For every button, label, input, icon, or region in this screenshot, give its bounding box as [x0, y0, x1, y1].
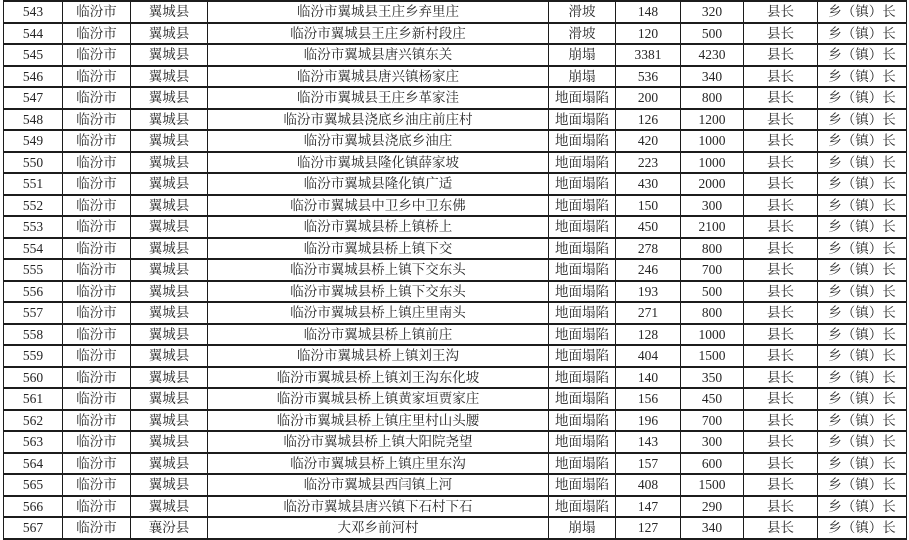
cell-value-2: 2100 [681, 216, 744, 238]
table-row [4, 216, 907, 238]
cell-city: 临汾市 [63, 87, 131, 109]
cell-location: 临汾市翼城县桥上镇下交东头 [208, 259, 549, 281]
cell-value-2: 800 [681, 302, 744, 324]
cell-location: 临汾市翼城县桥上镇刘王沟 [208, 345, 549, 367]
cell-responsible-township-head: 乡（镇）长 [818, 496, 907, 518]
cell-location: 临汾市翼城县桥上镇庄里东沟 [208, 453, 549, 475]
cell-city: 临汾市 [63, 152, 131, 174]
cell-location: 临汾市翼城县隆化镇广适 [208, 173, 549, 195]
cell-location: 临汾市翼城县西闫镇上河 [208, 474, 549, 496]
table-row [4, 345, 907, 367]
cell-row-number: 563 [4, 431, 63, 453]
cell-row-number: 545 [4, 44, 63, 66]
cell-value-1: 223 [616, 152, 681, 174]
table-row [4, 431, 907, 453]
cell-responsible-township-head: 乡（镇）长 [818, 388, 907, 410]
hazard-register-table [3, 0, 907, 540]
cell-responsible-county-head: 县长 [744, 195, 818, 217]
cell-city: 临汾市 [63, 345, 131, 367]
cell-value-1: 147 [616, 496, 681, 518]
cell-hazard-type: 地面塌陷 [549, 431, 616, 453]
table-row [4, 152, 907, 174]
cell-value-2: 1500 [681, 474, 744, 496]
cell-county: 翼城县 [131, 496, 208, 518]
cell-city: 临汾市 [63, 367, 131, 389]
cell-value-1: 3381 [616, 44, 681, 66]
cell-value-2: 2000 [681, 173, 744, 195]
cell-row-number: 560 [4, 367, 63, 389]
cell-row-number: 548 [4, 109, 63, 131]
cell-responsible-county-head: 县长 [744, 1, 818, 23]
cell-row-number: 551 [4, 173, 63, 195]
cell-hazard-type: 滑坡 [549, 23, 616, 45]
cell-row-number: 547 [4, 87, 63, 109]
cell-hazard-type: 地面塌陷 [549, 453, 616, 475]
cell-city: 临汾市 [63, 517, 131, 539]
cell-value-2: 1000 [681, 152, 744, 174]
cell-value-2: 700 [681, 259, 744, 281]
cell-responsible-county-head: 县长 [744, 431, 818, 453]
cell-row-number: 562 [4, 410, 63, 432]
cell-hazard-type: 地面塌陷 [549, 496, 616, 518]
cell-city: 临汾市 [63, 431, 131, 453]
cell-responsible-township-head: 乡（镇）长 [818, 238, 907, 260]
cell-county: 翼城县 [131, 23, 208, 45]
cell-value-2: 340 [681, 517, 744, 539]
cell-value-2: 300 [681, 431, 744, 453]
cell-value-1: 278 [616, 238, 681, 260]
table-row [4, 453, 907, 475]
table-row [4, 66, 907, 88]
cell-city: 临汾市 [63, 453, 131, 475]
cell-value-1: 120 [616, 23, 681, 45]
cell-county: 翼城县 [131, 410, 208, 432]
cell-responsible-township-head: 乡（镇）长 [818, 367, 907, 389]
cell-value-2: 500 [681, 23, 744, 45]
cell-value-1: 157 [616, 453, 681, 475]
cell-hazard-type: 地面塌陷 [549, 259, 616, 281]
cell-hazard-type: 地面塌陷 [549, 345, 616, 367]
cell-county: 翼城县 [131, 1, 208, 23]
cell-row-number: 544 [4, 23, 63, 45]
cell-county: 翼城县 [131, 453, 208, 475]
cell-value-1: 148 [616, 1, 681, 23]
cell-value-2: 320 [681, 1, 744, 23]
cell-value-2: 350 [681, 367, 744, 389]
table-row [4, 474, 907, 496]
cell-responsible-township-head: 乡（镇）长 [818, 324, 907, 346]
cell-location: 临汾市翼城县桥上镇大阳院尧望 [208, 431, 549, 453]
cell-responsible-county-head: 县长 [744, 367, 818, 389]
table-row [4, 259, 907, 281]
cell-responsible-county-head: 县长 [744, 410, 818, 432]
cell-value-2: 800 [681, 87, 744, 109]
cell-county: 翼城县 [131, 216, 208, 238]
cell-value-1: 128 [616, 324, 681, 346]
cell-location: 临汾市翼城县桥上镇黄家垣贾家庄 [208, 388, 549, 410]
cell-county: 翼城县 [131, 431, 208, 453]
cell-responsible-township-head: 乡（镇）长 [818, 453, 907, 475]
cell-value-1: 126 [616, 109, 681, 131]
cell-responsible-county-head: 县长 [744, 453, 818, 475]
cell-responsible-township-head: 乡（镇）长 [818, 195, 907, 217]
cell-responsible-township-head: 乡（镇）长 [818, 345, 907, 367]
cell-location: 临汾市翼城县桥上镇下交东头 [208, 281, 549, 303]
table-row [4, 195, 907, 217]
cell-value-1: 404 [616, 345, 681, 367]
cell-value-2: 1500 [681, 345, 744, 367]
cell-responsible-county-head: 县长 [744, 474, 818, 496]
cell-responsible-county-head: 县长 [744, 302, 818, 324]
cell-responsible-township-head: 乡（镇）长 [818, 216, 907, 238]
cell-city: 临汾市 [63, 259, 131, 281]
table-row [4, 281, 907, 303]
cell-row-number: 558 [4, 324, 63, 346]
cell-value-1: 450 [616, 216, 681, 238]
cell-responsible-township-head: 乡（镇）长 [818, 173, 907, 195]
table-row [4, 1, 907, 23]
cell-row-number: 561 [4, 388, 63, 410]
cell-city: 临汾市 [63, 66, 131, 88]
cell-city: 临汾市 [63, 324, 131, 346]
cell-responsible-township-head: 乡（镇）长 [818, 281, 907, 303]
cell-city: 临汾市 [63, 109, 131, 131]
cell-county: 翼城县 [131, 87, 208, 109]
cell-value-1: 246 [616, 259, 681, 281]
cell-responsible-county-head: 县长 [744, 173, 818, 195]
cell-hazard-type: 地面塌陷 [549, 324, 616, 346]
cell-responsible-county-head: 县长 [744, 345, 818, 367]
cell-city: 临汾市 [63, 173, 131, 195]
cell-responsible-township-head: 乡（镇）长 [818, 431, 907, 453]
cell-county: 襄汾县 [131, 517, 208, 539]
cell-city: 临汾市 [63, 130, 131, 152]
cell-hazard-type: 地面塌陷 [549, 87, 616, 109]
cell-hazard-type: 地面塌陷 [549, 410, 616, 432]
table-row [4, 87, 907, 109]
cell-county: 翼城县 [131, 44, 208, 66]
cell-value-2: 800 [681, 238, 744, 260]
cell-hazard-type: 地面塌陷 [549, 130, 616, 152]
cell-responsible-county-head: 县长 [744, 517, 818, 539]
cell-responsible-county-head: 县长 [744, 87, 818, 109]
cell-responsible-township-head: 乡（镇）长 [818, 517, 907, 539]
cell-city: 临汾市 [63, 44, 131, 66]
cell-row-number: 556 [4, 281, 63, 303]
cell-city: 临汾市 [63, 474, 131, 496]
cell-value-2: 1000 [681, 130, 744, 152]
cell-city: 临汾市 [63, 388, 131, 410]
cell-responsible-county-head: 县长 [744, 152, 818, 174]
cell-location: 大邓乡前河村 [208, 517, 549, 539]
cell-value-1: 143 [616, 431, 681, 453]
cell-responsible-county-head: 县长 [744, 130, 818, 152]
cell-row-number: 543 [4, 1, 63, 23]
cell-hazard-type: 地面塌陷 [549, 238, 616, 260]
cell-hazard-type: 崩塌 [549, 44, 616, 66]
cell-responsible-township-head: 乡（镇）长 [818, 23, 907, 45]
cell-hazard-type: 地面塌陷 [549, 195, 616, 217]
cell-value-1: 271 [616, 302, 681, 324]
cell-responsible-township-head: 乡（镇）长 [818, 474, 907, 496]
cell-responsible-township-head: 乡（镇）长 [818, 130, 907, 152]
cell-value-2: 500 [681, 281, 744, 303]
cell-responsible-township-head: 乡（镇）长 [818, 87, 907, 109]
cell-value-2: 1200 [681, 109, 744, 131]
cell-value-2: 290 [681, 496, 744, 518]
cell-value-1: 150 [616, 195, 681, 217]
cell-row-number: 557 [4, 302, 63, 324]
cell-county: 翼城县 [131, 324, 208, 346]
cell-county: 翼城县 [131, 238, 208, 260]
cell-row-number: 554 [4, 238, 63, 260]
cell-location: 临汾市翼城县王庄乡革家洼 [208, 87, 549, 109]
cell-county: 翼城县 [131, 152, 208, 174]
table-row [4, 109, 907, 131]
table-row [4, 496, 907, 518]
cell-hazard-type: 地面塌陷 [549, 173, 616, 195]
cell-county: 翼城县 [131, 173, 208, 195]
cell-value-1: 430 [616, 173, 681, 195]
cell-responsible-township-head: 乡（镇）长 [818, 1, 907, 23]
cell-city: 临汾市 [63, 281, 131, 303]
cell-county: 翼城县 [131, 109, 208, 131]
cell-location: 临汾市翼城县桥上镇前庄 [208, 324, 549, 346]
cell-location: 临汾市翼城县王庄乡弃里庄 [208, 1, 549, 23]
cell-value-1: 420 [616, 130, 681, 152]
cell-row-number: 567 [4, 517, 63, 539]
cell-value-2: 600 [681, 453, 744, 475]
cell-location: 临汾市翼城县唐兴镇东关 [208, 44, 549, 66]
cell-location: 临汾市翼城县中卫乡中卫东佛 [208, 195, 549, 217]
cell-value-2: 340 [681, 66, 744, 88]
cell-hazard-type: 地面塌陷 [549, 474, 616, 496]
cell-value-1: 536 [616, 66, 681, 88]
table-row [4, 173, 907, 195]
cell-county: 翼城县 [131, 474, 208, 496]
cell-value-1: 196 [616, 410, 681, 432]
table-row [4, 367, 907, 389]
cell-hazard-type: 地面塌陷 [549, 367, 616, 389]
table-row [4, 388, 907, 410]
cell-county: 翼城县 [131, 130, 208, 152]
table-row [4, 44, 907, 66]
cell-value-1: 408 [616, 474, 681, 496]
cell-responsible-township-head: 乡（镇）长 [818, 66, 907, 88]
cell-responsible-county-head: 县长 [744, 496, 818, 518]
cell-hazard-type: 地面塌陷 [549, 281, 616, 303]
cell-row-number: 549 [4, 130, 63, 152]
table-row [4, 324, 907, 346]
cell-responsible-county-head: 县长 [744, 259, 818, 281]
cell-responsible-township-head: 乡（镇）长 [818, 152, 907, 174]
cell-row-number: 552 [4, 195, 63, 217]
cell-responsible-township-head: 乡（镇）长 [818, 410, 907, 432]
cell-city: 临汾市 [63, 1, 131, 23]
table-row [4, 130, 907, 152]
cell-county: 翼城县 [131, 281, 208, 303]
cell-location: 临汾市翼城县桥上镇刘王沟东化坡 [208, 367, 549, 389]
cell-value-1: 127 [616, 517, 681, 539]
cell-location: 临汾市翼城县王庄乡新村段庄 [208, 23, 549, 45]
cell-value-2: 1000 [681, 324, 744, 346]
cell-city: 临汾市 [63, 302, 131, 324]
cell-value-1: 200 [616, 87, 681, 109]
cell-responsible-township-head: 乡（镇）长 [818, 44, 907, 66]
cell-row-number: 553 [4, 216, 63, 238]
cell-hazard-type: 地面塌陷 [549, 152, 616, 174]
cell-responsible-township-head: 乡（镇）长 [818, 259, 907, 281]
cell-value-1: 140 [616, 367, 681, 389]
cell-county: 翼城县 [131, 302, 208, 324]
cell-row-number: 564 [4, 453, 63, 475]
cell-location: 临汾市翼城县桥上镇庄里南头 [208, 302, 549, 324]
cell-county: 翼城县 [131, 367, 208, 389]
cell-responsible-county-head: 县长 [744, 23, 818, 45]
cell-responsible-township-head: 乡（镇）长 [818, 302, 907, 324]
cell-county: 翼城县 [131, 345, 208, 367]
cell-county: 翼城县 [131, 259, 208, 281]
cell-hazard-type: 崩塌 [549, 517, 616, 539]
cell-responsible-county-head: 县长 [744, 281, 818, 303]
cell-county: 翼城县 [131, 195, 208, 217]
table-row [4, 410, 907, 432]
cell-city: 临汾市 [63, 195, 131, 217]
cell-row-number: 555 [4, 259, 63, 281]
cell-city: 临汾市 [63, 410, 131, 432]
cell-city: 临汾市 [63, 496, 131, 518]
cell-row-number: 546 [4, 66, 63, 88]
cell-responsible-township-head: 乡（镇）长 [818, 109, 907, 131]
cell-county: 翼城县 [131, 66, 208, 88]
cell-responsible-county-head: 县长 [744, 388, 818, 410]
cell-responsible-county-head: 县长 [744, 324, 818, 346]
table-row [4, 302, 907, 324]
cell-location: 临汾市翼城县桥上镇桥上 [208, 216, 549, 238]
cell-hazard-type: 崩塌 [549, 66, 616, 88]
cell-value-2: 450 [681, 388, 744, 410]
cell-hazard-type: 地面塌陷 [549, 388, 616, 410]
cell-city: 临汾市 [63, 23, 131, 45]
cell-row-number: 550 [4, 152, 63, 174]
table-row [4, 517, 907, 539]
cell-hazard-type: 地面塌陷 [549, 216, 616, 238]
cell-city: 临汾市 [63, 238, 131, 260]
cell-hazard-type: 地面塌陷 [549, 109, 616, 131]
cell-row-number: 566 [4, 496, 63, 518]
cell-value-1: 193 [616, 281, 681, 303]
cell-location: 临汾市翼城县唐兴镇杨家庄 [208, 66, 549, 88]
cell-location: 临汾市翼城县浇底乡油庄前庄村 [208, 109, 549, 131]
cell-row-number: 559 [4, 345, 63, 367]
cell-value-2: 4230 [681, 44, 744, 66]
cell-responsible-county-head: 县长 [744, 66, 818, 88]
table-row [4, 238, 907, 260]
cell-county: 翼城县 [131, 388, 208, 410]
table-row [4, 23, 907, 45]
cell-responsible-county-head: 县长 [744, 238, 818, 260]
cell-hazard-type: 地面塌陷 [549, 302, 616, 324]
cell-location: 临汾市翼城县隆化镇薛家坡 [208, 152, 549, 174]
cell-value-2: 300 [681, 195, 744, 217]
cell-location: 临汾市翼城县桥上镇庄里村山头腰 [208, 410, 549, 432]
cell-city: 临汾市 [63, 216, 131, 238]
cell-location: 临汾市翼城县唐兴镇下石村下石 [208, 496, 549, 518]
cell-responsible-county-head: 县长 [744, 109, 818, 131]
cell-responsible-county-head: 县长 [744, 216, 818, 238]
cell-row-number: 565 [4, 474, 63, 496]
cell-responsible-county-head: 县长 [744, 44, 818, 66]
cell-hazard-type: 滑坡 [549, 1, 616, 23]
cell-location: 临汾市翼城县桥上镇下交 [208, 238, 549, 260]
cell-location: 临汾市翼城县浇底乡油庄 [208, 130, 549, 152]
cell-value-1: 156 [616, 388, 681, 410]
cell-value-2: 700 [681, 410, 744, 432]
